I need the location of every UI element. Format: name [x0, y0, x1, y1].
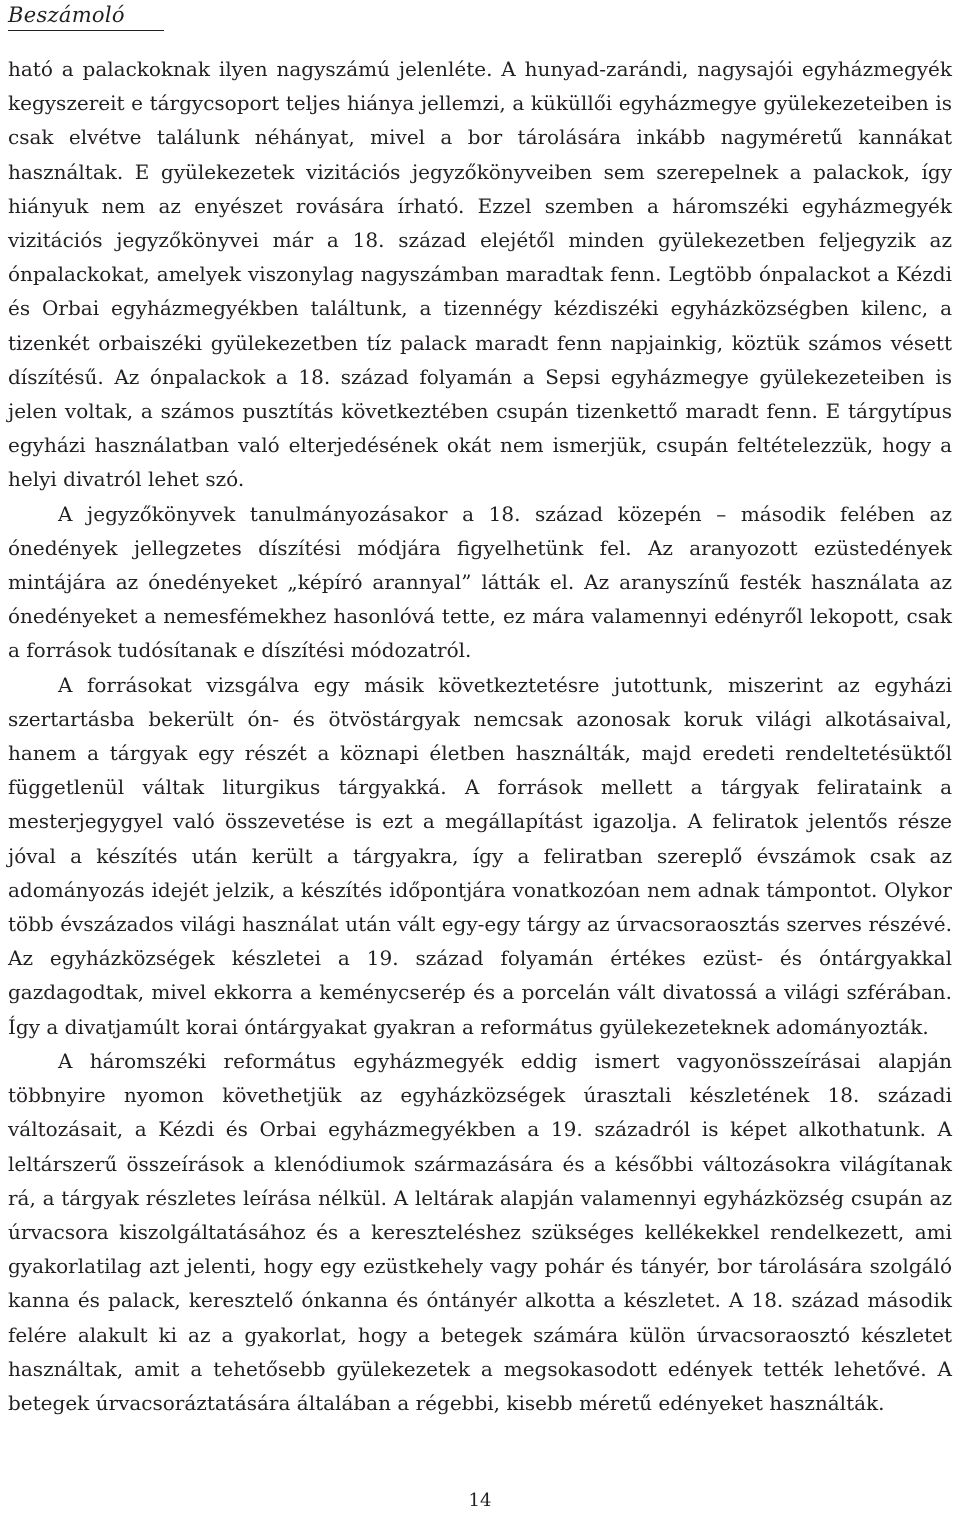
running-header: Beszámoló	[8, 2, 164, 31]
paragraph-2: A jegyzőkönyvek tanulmányozásakor a 18. század közepén – második felében az ónedények jellegzetes díszítési módjára figyelhetünk fel. Az aranyozott ezüstedények mintájára az ónedényeket „képíró arannyal” látták el. Az aranyszínű festék használata az ónedényeket a nemesfémekhez hasonlóvá tette, ez mára valamennyi edényről lekopott, csak a források tudósítanak e díszítési módozatról.	[8, 501, 952, 663]
paragraph-4: A háromszéki református egyházmegyék eddig ismert vagyonösszeírásai alapján többnyire nyomon követhetjük az egyházközségek úrasztali készletének 18. századi változásait, a Kézdi és Orbai egyházmegyékben a 19. századról is képet alkothatunk. A leltárszerű összeírások a klenódiumok származására és a későbbi változásokra világítanak rá, a tárgyak részletes leírása nélkül. A leltárak alapján valamennyi egyházközség csupán az úrvacsora kiszolgáltatásához és a kereszteléshez szükséges kellékekkel rendelkezett, ami gyakorlatilag azt jelenti, hogy egy ezüstkehely vagy pohár és tányér, bor tárolására szolgáló kanna és palack, keresztelő ónkanna és óntányér alkotta a készletet. A 18. század második felére alakult ki az a gyakorlat, hogy a betegek számára külön úrvacsoraosztó készletet használtak, amit a tehetősebb gyülekezetek a megsokasodott edények tették lehetővé. A betegek úrvacsoráztatására általában a régebbi, kisebb méretű edényeket használták.	[8, 1048, 952, 1415]
body-text	[8, 52, 952, 1420]
paragraph-3: A forrásokat vizsgálva egy másik következtetésre jutottunk, miszerint az egyházi szertartásba bekerült ón- és ötvöstárgyak nemcsak azonosak koruk világi alkotásaival, hanem a tárgyak egy részét a köznapi életben használták, majd eredeti rendeltetésüktől függetlenül váltak liturgikus tárgyakká. A források mellett a tárgyak felirataink a mesterjegygyel való összevetése is ezt a megállapítást igazolja. A feliratok jelentős része jóval a készítés után került a tárgyakra, így a feliratban szereplő évszámok csak az adományozás idejét jelzik, a készítés időpontjára vonatkozóan nem adnak támpontot. Olykor több évszázados világi használat után vált egy-egy tárgy az úrvacsoraosztás szerves részévé. Az egyházközségek készletei a 19. század folyamán értékes ezüst- és óntárgyakkal gazdagodtak, mivel ekkorra a keménycserép és a porcelán vált divatossá a világi szférában. Így a divatjamúlt korai óntárgyakat gyakran a református gyülekezeteknek adományozták.	[8, 672, 952, 1039]
page-number: 14	[468, 1490, 492, 1511]
paragraph-1: ható a palackoknak ilyen nagyszámú jelenléte. A hunyad-zarándi, nagysajói egyházmegyék kegyszereit e tárgycsoport teljes hiánya jellemzi, a küküllői egyházmegye gyülekezeteiben is csak elvétve találunk néhányat, mivel a bor tárolására inkább nagyméretű kannákat használtak. E gyülekezetek vizitációs jegyzőkönyveiben sem szerepelnek a palackok, így hiányuk nem az enyészet rovására írható. Ezzel szemben a háromszéki egyházmegyék vizitációs jegyzőkönyvei már a 18. század elejétől minden gyülekezetben feljegyzik az ónpalackokat, amelyek viszonylag nagyszámban maradtak fenn. Legtöbb ónpalackot a Kézdi és Orbai egyházmegyékben találtunk, a tizennégy kézdiszéki egyházközségben kilenc, a tizenkét orbaiszéki gyülekezetben tíz palack maradt fenn napjainkig, köztük számos vésett díszítésű. Az ónpalackok a 18. század folyamán a Sepsi egyházmegye gyülekezeteiben is jelen voltak, a számos pusztítás következtében csupán tizenkettő maradt fenn. E tárgytípus egyházi használatban való elterjedésének okát nem ismerjük, csupán feltételezzük, hogy a helyi divatról lehet szó.	[8, 57, 952, 492]
